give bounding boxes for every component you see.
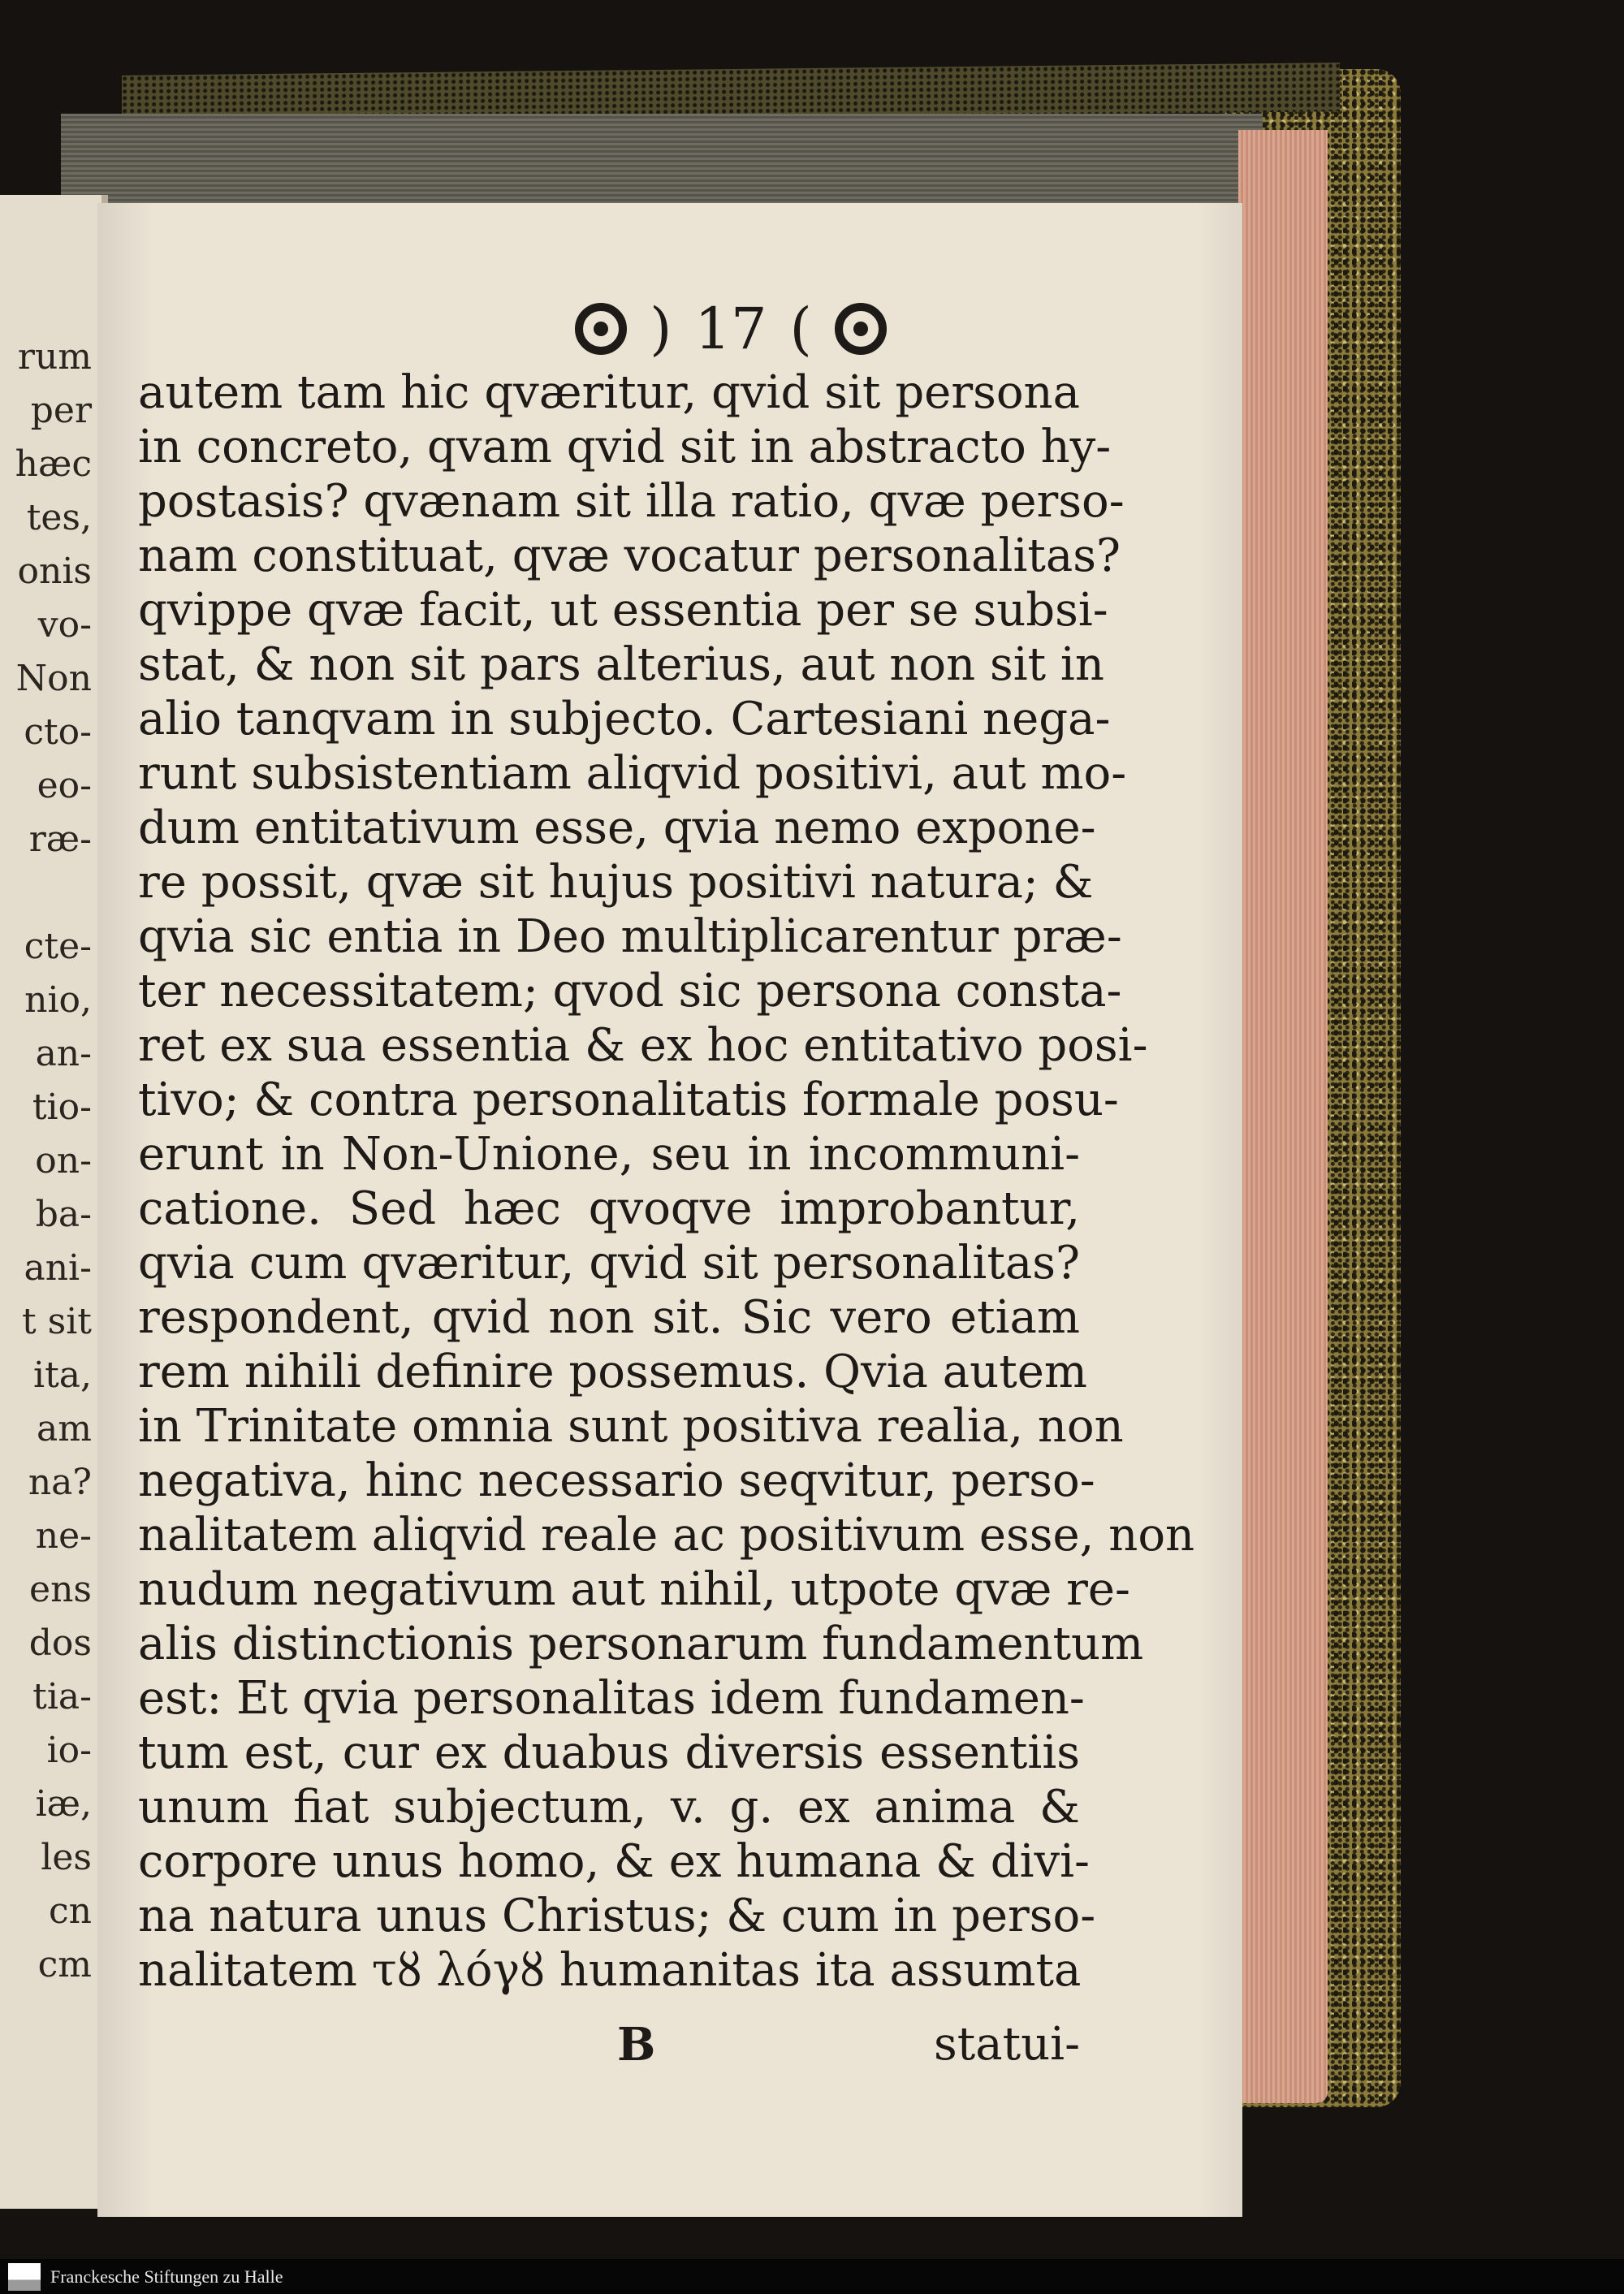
left-page-fragment: an- [35, 1033, 92, 1074]
text-line: in Trinitate omnia sunt positiva realia, non [138, 1400, 1124, 1453]
left-page-fragment: vo- [37, 604, 92, 646]
left-page-fragment: am [37, 1408, 92, 1449]
text-line: alio tanqvam in subjecto. Cartesiani nega- [138, 693, 1111, 745]
rosette-ornament-icon [575, 303, 627, 355]
left-page-fragment: eo- [37, 765, 92, 806]
left-page-fragment: onis [17, 551, 92, 592]
catchword: statui- [933, 2018, 1080, 2071]
left-page-fragment: cte- [24, 926, 92, 967]
left-page-fragment: ita, [33, 1354, 92, 1396]
left-page-fragment: nio, [24, 979, 92, 1021]
left-page-fragment: ani- [24, 1247, 92, 1289]
left-page-fragment: cto- [24, 711, 92, 753]
text-line: postasis? qvænam sit illa ratio, qvæ perso- [138, 475, 1125, 528]
page-block-right-edge [1238, 130, 1328, 2103]
header-paren-left: ) [650, 296, 672, 362]
left-page-fragment: hæc [15, 443, 92, 485]
signature-mark: B [617, 2018, 656, 2072]
text-line: autem tam hic qværitur, qvid sit persona [138, 366, 1080, 419]
left-page-fragment: per [30, 390, 92, 431]
text-line: re possit, qvæ sit hujus positivi natura; & [138, 856, 1094, 909]
text-line: na natura unus Christus; & cum in perso- [138, 1890, 1096, 1942]
page-footer [138, 2018, 1080, 2083]
page-header [503, 284, 958, 374]
left-page-fragment: t sit [21, 1301, 92, 1342]
left-page-fragment: dos [28, 1622, 92, 1664]
left-page-fragment: cn [49, 1890, 92, 1932]
page-block-top-edge [61, 114, 1263, 203]
left-page-fragment: ba- [35, 1194, 92, 1235]
text-line: catione. Sed hæc qvoqve improbantur, [138, 1182, 1080, 1235]
text-line: nalitatem τȣ λόγȣ humanitas ita assumta [138, 1944, 1082, 1997]
page-number: 17 [694, 296, 767, 362]
text-line: in concreto, qvam qvid sit in abstracto hy- [138, 421, 1112, 473]
rosette-ornament-icon [835, 303, 887, 355]
text-line: qvia sic entia in Deo multiplicarentur præ- [138, 910, 1122, 963]
text-line: stat, & non sit pars alterius, aut non sit in [138, 638, 1104, 691]
left-page-fragment: ne- [35, 1515, 92, 1557]
text-line: nudum negativum aut nihil, utpote qvæ re- [138, 1563, 1130, 1616]
left-page-fragment: on- [35, 1140, 92, 1182]
text-line: qvippe qvæ facit, ut essentia per se subsi- [138, 584, 1108, 637]
left-page-fragment: Non [15, 658, 92, 699]
text-line: alis distinctionis personarum fundamentum [138, 1618, 1144, 1670]
left-page-fragment: les [41, 1837, 92, 1878]
left-page-fragment: rum [17, 336, 92, 378]
left-page-fragment: cm [37, 1944, 92, 1985]
body-text [138, 365, 1195, 1998]
left-page-fragment: tio- [32, 1087, 92, 1128]
header-paren-right: ( [789, 296, 812, 362]
text-line: negativa, hinc necessario seqvitur, perso- [138, 1454, 1095, 1507]
text-line: tivo; & contra personalitatis formale posu- [138, 1074, 1119, 1126]
text-line: tum est, cur ex duabus diversis essentiis [138, 1726, 1080, 1779]
text-line: est: Et qvia personalitas idem fundamen- [138, 1672, 1085, 1725]
left-page-fragment: tia- [32, 1676, 92, 1717]
text-line: nalitatem aliqvid reale ac positivum esse, non [138, 1509, 1195, 1562]
text-line: ret ex sua essentia & ex hoc entitativo posi- [138, 1019, 1148, 1072]
left-page-fragment: na? [28, 1462, 92, 1503]
institution-logo-icon [8, 2263, 41, 2291]
left-page-fragment: ræ- [28, 819, 92, 860]
text-line: corpore unus homo, & ex humana & divi- [138, 1835, 1090, 1888]
credit-bar [0, 2259, 1624, 2294]
left-page-fragment: iæ, [35, 1783, 92, 1825]
credit-text: Franckesche Stiftungen zu Halle [50, 2266, 283, 2287]
text-line: ter necessitatem; qvod sic persona consta- [138, 965, 1122, 1017]
text-line: qvia cum qværitur, qvid sit personalitas? [138, 1237, 1080, 1290]
text-line: runt subsistentiam aliqvid positivi, aut mo- [138, 747, 1127, 800]
left-page-fragment: io- [46, 1730, 92, 1771]
left-page-fragment: ens [29, 1569, 92, 1610]
text-line: rem nihili definire possemus. Qvia autem [138, 1346, 1087, 1398]
text-line: unum fiat subjectum, v. g. ex anima & [138, 1781, 1080, 1834]
text-line: dum entitativum esse, qvia nemo expone- [138, 801, 1096, 854]
text-line: respondent, qvid non sit. Sic vero etiam [138, 1291, 1080, 1344]
text-line: erunt in Non-Unione, seu in incommuni- [138, 1128, 1080, 1181]
left-page-fragment: tes, [26, 497, 92, 538]
left-facing-page [0, 195, 108, 2209]
text-line: nam constituat, qvæ vocatur personalitas? [138, 529, 1121, 582]
main-page [97, 203, 1242, 2217]
